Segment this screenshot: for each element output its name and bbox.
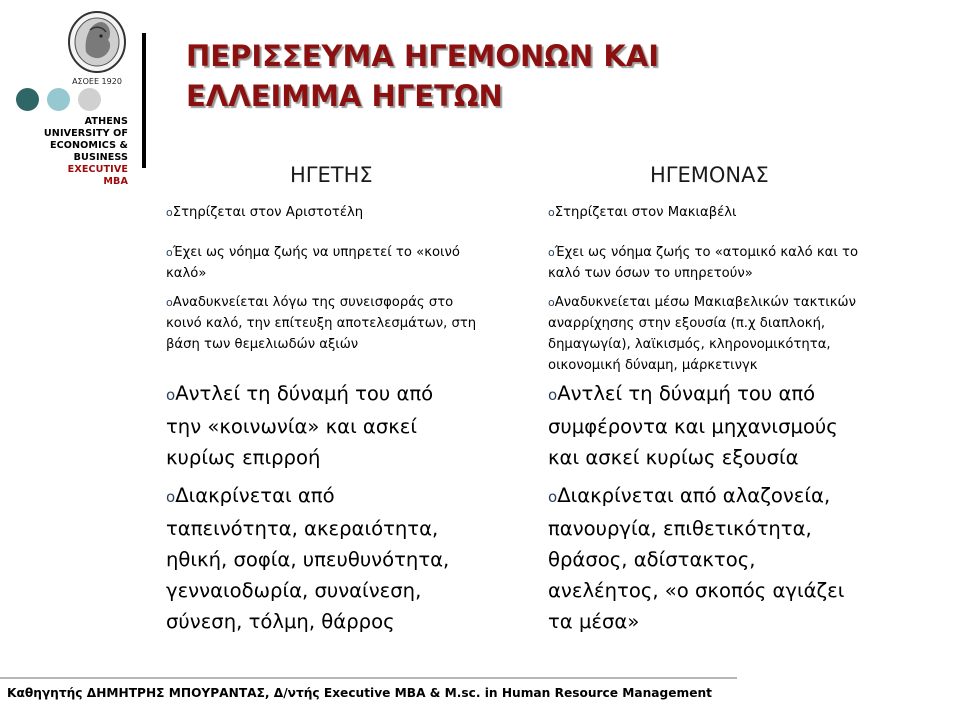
university-line: UNIVERSITY OF (43, 128, 128, 139)
bullet-text: συμφέροντα και μηχανισμούς (548, 415, 838, 438)
column-heading-ruler: ΗΓΕΜΟΝΑΣ (650, 163, 769, 187)
bullet-line (166, 544, 449, 575)
university-line: BUSINESS (73, 152, 128, 163)
bullet-line (166, 575, 449, 606)
bullet-line (166, 292, 476, 313)
bullet-line (166, 411, 433, 442)
bullet-line (548, 575, 844, 606)
bullet-text: σύνεση, τόλμη, θάρρος (166, 610, 395, 633)
bullet-text: θράσος, αδίστακτος, (548, 548, 756, 571)
large-bullet-item (548, 480, 844, 637)
bullet-line (166, 378, 433, 411)
small-bullet-item (166, 292, 476, 355)
bullet-line (548, 334, 856, 355)
university-line: ECONOMICS & (50, 140, 128, 151)
bullet-icon: ο (166, 296, 173, 309)
small-bullet-item (548, 292, 856, 376)
bullet-text: βάση των θεμελιωδών αξιών (166, 337, 359, 352)
bullet-line (548, 442, 838, 473)
bullet-line (166, 242, 460, 263)
bullet-text: ηθική, σοφία, υπευθυνότητα, (166, 548, 450, 571)
bullet-icon: ο (166, 246, 173, 259)
bullet-text: αναρρίχησης στην εξουσία (π.χ διαπλοκή, (548, 316, 826, 331)
large-bullet-item (166, 480, 449, 637)
brand-dot (47, 88, 70, 111)
bullet-line (548, 378, 838, 411)
seal-text: ΑΣΟΕΕ 1920 (72, 77, 122, 86)
bullet-text: τα μέσα» (548, 610, 640, 633)
bullet-text: Αντλεί τη δύναμή του από (175, 382, 434, 405)
brand-dot (78, 88, 101, 111)
small-bullet-item (548, 242, 858, 284)
footer-text: Καθηγητής ΔΗΜΗΤΡΗΣ ΜΠΟΥΡΑΝΤΑΣ, Δ/ντής Executive MBA & M.sc. in Human Resource Management (7, 686, 712, 700)
bullet-text: καλό των όσων το υπηρετούν» (548, 266, 753, 281)
bullet-text: Διακρίνεται από (175, 484, 335, 507)
bullet-text: Στηρίζεται στον Μακιαβέλι (554, 205, 737, 220)
bullet-line (166, 313, 476, 334)
bullet-text: Αντλεί τη δύναμή του από (557, 382, 816, 405)
vertical-divider (142, 33, 146, 168)
bullet-text: Έχει ως νόημα ζωής το «ατομικό καλό και το (554, 245, 859, 260)
bullet-line (166, 606, 449, 637)
program-line: MBA (103, 176, 128, 187)
bullet-line (166, 513, 449, 544)
bullet-line (548, 313, 856, 334)
university-line: ATHENS (84, 116, 128, 127)
bullet-text: την «κοινωνία» και ασκεί (166, 415, 418, 438)
bullet-line (548, 202, 737, 223)
bullet-text: Έχει ως νόημα ζωής να υπηρετεί το «κοινό (172, 245, 460, 260)
bullet-text: ταπεινότητα, ακεραιότητα, (166, 517, 439, 540)
bullet-line (548, 263, 858, 284)
bullet-text: ανελέητος, «ο σκοπός αγιάζει (548, 579, 845, 602)
bullet-line (166, 334, 476, 355)
title-line-2: ΕΛΛΕΙΜΜΑ ΗΓΕΤΩΝ (186, 79, 503, 113)
bullet-text: γενναιοδωρία, συναίνεση, (166, 579, 422, 602)
program-line: EXECUTIVE (67, 164, 128, 175)
bullet-text: Αναδυκνείεται λόγω της συνεισφοράς στο (172, 295, 454, 310)
slide-title (186, 36, 659, 116)
bullet-icon: ο (548, 296, 555, 309)
brand-dots (16, 88, 105, 111)
small-bullet-item (166, 202, 363, 223)
bullet-line (548, 411, 838, 442)
bullet-text: Στηρίζεται στον Αριστοτέλη (172, 205, 364, 220)
bullet-icon: ο (166, 206, 173, 219)
bullet-icon: ο (548, 246, 555, 259)
small-bullet-item (166, 242, 460, 284)
bullet-line (166, 442, 433, 473)
bullet-line (166, 202, 363, 223)
bullet-icon: ο (548, 386, 558, 404)
footer-divider (0, 677, 737, 679)
bullet-text: και ασκεί κυρίως εξουσία (548, 446, 799, 469)
bullet-line (548, 242, 858, 263)
title-line-1: ΠΕΡΙΣΣΕΥΜΑ ΗΓΕΜΟΝΩΝ ΚΑΙ (186, 39, 660, 73)
university-seal-logo (66, 8, 128, 88)
small-bullet-item (548, 202, 737, 223)
bullet-line (548, 355, 856, 376)
bullet-line (548, 606, 844, 637)
bullet-text: Διακρίνεται από αλαζονεία, (557, 484, 831, 507)
bullet-icon: ο (166, 488, 176, 506)
bullet-text: κυρίως επιρροή (166, 446, 321, 469)
bullet-text: Αναδυκνείεται μέσω Μακιαβελικών τακτικών (554, 295, 856, 310)
large-bullet-item (166, 378, 433, 473)
bullet-icon: ο (166, 386, 176, 404)
bullet-text: κοινό καλό, την επίτευξη αποτελεσμάτων, στη (166, 316, 477, 331)
bullet-line (166, 263, 460, 284)
bullet-line (548, 513, 844, 544)
bullet-icon: ο (548, 206, 555, 219)
bullet-text: οικονομική δύναμη, μάρκετινγκ (548, 358, 758, 373)
bullet-text: δημαγωγία), λαϊκισμός, κληρονομικότητα, (548, 337, 831, 352)
bullet-line (166, 480, 449, 513)
university-name (20, 116, 128, 188)
bullet-line (548, 544, 844, 575)
bullet-icon: ο (548, 488, 558, 506)
bullet-text: πανουργία, επιθετικότητα, (548, 517, 812, 540)
bullet-line (548, 292, 856, 313)
column-heading-leader: ΗΓΕΤΗΣ (290, 163, 373, 187)
large-bullet-item (548, 378, 838, 473)
bullet-line (548, 480, 844, 513)
bullet-text: καλό» (166, 266, 207, 281)
brand-dot (16, 88, 39, 111)
